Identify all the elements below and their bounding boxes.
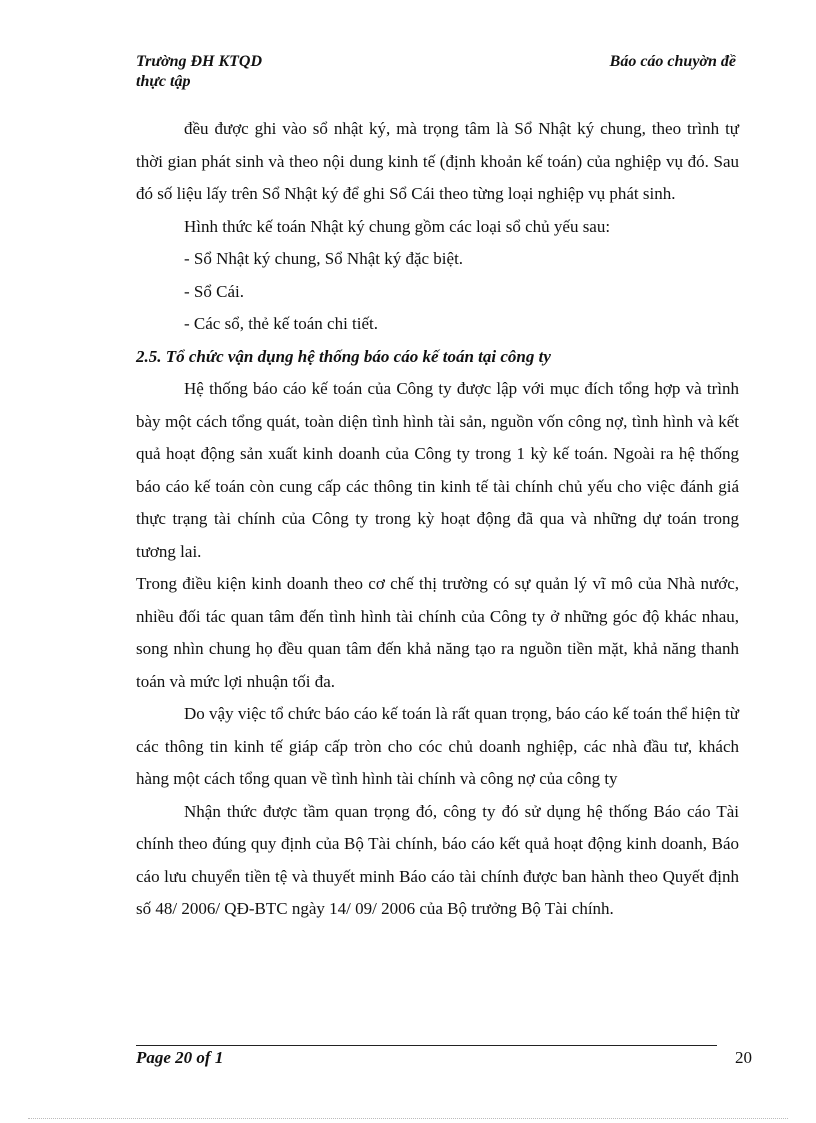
paragraph-journal-recording: đều được ghi vào sổ nhật ký, mà trọng tâm là Sổ Nhật ký chung, theo trình tự thời gian phát sinh và theo nội dung kinh tế (định khoản kế toán) của nghiệp vụ đó. Sau đó số liệu lấy trên Sổ Nhật ký để ghi Sổ Cái theo từng loại nghiệp vụ phát sinh.	[136, 119, 739, 203]
paragraph-importance: Do vậy việc tổ chức báo cáo kế toán là rất quan trọng, báo cáo kế toán thể hiện từ các thông tin kinh tế giáp cấp tròn cho cóc chủ doanh nghiệp, các nhà đầu tư, khách hàng một cách tổng quan về tình hình tài chính và công nợ của công ty	[136, 704, 739, 788]
list-item-detail-books: - Các sổ, thẻ kế toán chi tiết.	[184, 314, 379, 333]
document-body	[136, 113, 739, 926]
footer-divider	[136, 1045, 717, 1046]
paragraph-market-conditions: Trong điều kiện kinh doanh theo cơ chế thị trường có sự quản lý vĩ mô của Nhà nước, nhiều đối tác quan tâm đến tình hình tài chính của Công ty ở những góc độ khác nhau, song nhìn chung họ đều quan tâm đến khả năng tạo ra nguồn tiền mặt, khả năng thanh toán và mức lợi nhuận tối đa.	[136, 574, 739, 691]
paragraph-journal-books-intro: Hình thức kế toán Nhật ký chung gồm các loại sổ chủ yếu sau:	[184, 216, 611, 236]
section-heading-2-5: 2.5. Tổ chức vận dụng hệ thống báo cáo kế toán tại công ty	[136, 346, 551, 366]
paragraph-regulation: Nhận thức được tầm quan trọng đó, công ty đó sử dụng hệ thống Báo cáo Tài chính theo đúng quy định của Bộ Tài chính, báo cáo kết quả hoạt động kinh doanh, Báo cáo lưu chuyển tiền tệ và thuyết minh Báo cáo tài chính được ban hành theo Quyết định số 48/ 2006/ QĐ-BTC ngày 14/ 09/ 2006 của Bộ trưởng Bộ Tài chính.	[136, 801, 739, 918]
list-item-ledger: - Sổ Cái.	[184, 281, 244, 301]
footer-page-number: 20	[735, 1048, 752, 1067]
header-subtitle: thực tập	[136, 73, 191, 90]
list-item-general-journal: - Sổ Nhật ký chung, Sổ Nhật ký đặc biệt.	[184, 249, 464, 268]
footer-page-label: Page 20 of 1	[136, 1048, 224, 1067]
paragraph-report-system: Hệ thống báo cáo kế toán của Công ty được lập với mục đích tổng hợp và trình bày một cách tổng quát, toàn diện tình hình tài sản, nguồn vốn công nợ, tình hình và kết quả hoạt động sản xuất kinh doanh của Công ty trong 1 kỳ kế toán. Ngoài ra hệ thống báo cáo kế toán còn cung cấp các thông tin kinh tế tài chính chủ yếu cho việc đánh giá thực trạng tài chính của Công ty trong kỳ hoạt động đã qua và những dự toán trong tương lai.	[136, 379, 739, 561]
header-report-title: Báo cáo chuyờn đề	[609, 53, 736, 70]
page-bottom-dotted-border	[28, 1118, 788, 1119]
header-school: Trường ĐH KTQD	[136, 53, 263, 70]
header-left	[136, 52, 436, 92]
